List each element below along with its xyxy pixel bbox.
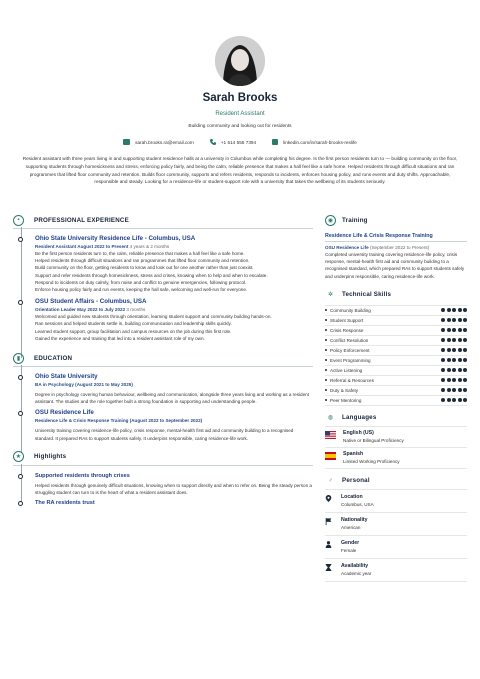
skill-row [325, 316, 467, 326]
languages-list [325, 426, 467, 469]
personal-row [325, 559, 467, 582]
skill-dot [452, 338, 456, 342]
skill-name: Policy Enforcement [330, 347, 370, 353]
skill-dot [447, 388, 451, 392]
star-icon: ★ [13, 451, 24, 462]
personal-label: Nationality [341, 516, 368, 523]
skill-dot [452, 348, 456, 352]
skill-dot [441, 318, 445, 322]
skill-dot [463, 358, 467, 362]
personal-value: Female [341, 547, 357, 553]
globe-icon: ◍ [327, 415, 334, 422]
training-org: OSU Residence Life [325, 245, 369, 250]
entry-line: Helped residents through difficult situations and ran programmes that lifted floor community and retention. [35, 258, 250, 264]
skills-title: Technical Skills [342, 291, 392, 299]
skill-row [325, 336, 467, 346]
experience-entry [13, 298, 313, 342]
skill-row [325, 396, 467, 406]
education-entry [13, 373, 313, 405]
experience-title: PROFESSIONAL EXPERIENCE [34, 216, 129, 224]
skill-dot [441, 308, 445, 312]
training-description: Completed university training covering residence-life policy, crisis response, mental-health first aid and community building to a recognised standard, which prepared RAs to support students safely and underpins responsible, caring residence-life work. [325, 252, 465, 279]
tagline: Building community and looking out for residents [188, 124, 292, 129]
skill-dot [452, 358, 456, 362]
right-column [325, 212, 467, 582]
personal-label: Availability [341, 562, 369, 569]
timeline-line [21, 409, 22, 453]
flag-icon [325, 518, 332, 525]
location-pin-icon [325, 495, 332, 502]
skill-level-dots [441, 378, 467, 382]
timeline-dot [18, 411, 23, 416]
job-title: Resident Assistant [215, 111, 265, 117]
entry-duration: 3 months [126, 307, 146, 313]
skill-dot [441, 378, 445, 382]
skill-dot [447, 338, 451, 342]
entry-degree: BA in Psychology (August 2021 to May 2025) [35, 382, 133, 388]
training-dates: (September 2022 to Present) [369, 245, 430, 250]
spain-flag-icon [325, 452, 336, 460]
language-name: English (US) [343, 429, 374, 436]
skill-dot [441, 348, 445, 352]
language-name: Spanish [343, 450, 364, 457]
entry-line: Degree in psychology covering human behaviour, wellbeing and communication, alongside three years living and working as a resident assistant. The studies and the role together built a strong foundation in supporting and understanding people. [35, 392, 309, 405]
entry-line: Build community on the floor, getting residents to know and look out for one another rather than just coexist. [35, 265, 254, 271]
person-icon [325, 541, 332, 548]
skill-dot [452, 308, 456, 312]
skill-dot [463, 318, 467, 322]
skill-dot [452, 398, 456, 402]
entry-organization: OSU Residence Life [35, 409, 94, 417]
timeline-dot [18, 300, 23, 305]
skill-dot [441, 388, 445, 392]
entry-organization: Ohio State University [35, 373, 98, 381]
linkedin-contact[interactable] [272, 139, 357, 145]
entry-line: Support and refer residents through homesickness, stress and crises, knowing when to help and when to escalate. [35, 272, 268, 278]
entry-degree: Residence Life & Crisis Response Training (August 2022 to September 2022) [35, 418, 203, 424]
skill-dot [452, 378, 456, 382]
email-text: sarah.brooks.ra@email.com [135, 139, 194, 145]
skill-level-dots [441, 308, 467, 312]
training-entry [325, 232, 467, 280]
contact-bar [0, 139, 480, 145]
personal-value: Academic year [341, 570, 372, 576]
entry-organization: OSU Student Affairs - Columbus, USA [35, 298, 147, 306]
highlight-title: The RA residents trust [35, 500, 95, 507]
education-title: EDUCATION [34, 354, 73, 362]
skill-row [325, 346, 467, 356]
skill-dot [458, 358, 462, 362]
skill-level-dots [441, 338, 467, 342]
highlight-title: Supported residents through crises [35, 472, 130, 479]
entry-line: Welcomed and guided new students through orientation, learning student support and community building hands-on. [35, 314, 272, 320]
personal-value: Columbus, USA [341, 501, 374, 507]
skill-level-dots [441, 368, 467, 372]
phone-icon [210, 139, 216, 145]
training-name: Residence Life & Crisis Response Training [325, 233, 433, 239]
skill-dot [447, 328, 451, 332]
personal-row [325, 513, 467, 536]
skill-name: Student Support [330, 317, 364, 323]
skill-row [325, 366, 467, 376]
experience-section-header [13, 212, 313, 229]
book-icon: ▮ [13, 353, 24, 364]
briefcase-icon: ▪ [13, 215, 24, 226]
skill-dot [447, 378, 451, 382]
skill-dot [441, 398, 445, 402]
linkedin-text: linkedin.com/in/sarah-brooks-reslife [283, 139, 357, 145]
skill-dot [463, 328, 467, 332]
skill-dot [458, 378, 462, 382]
skill-dot [458, 368, 462, 372]
skill-dot [447, 348, 451, 352]
profile-photo [215, 36, 265, 86]
experience-entry [13, 235, 313, 293]
skill-dot [463, 398, 467, 402]
timeline-dot [18, 474, 23, 479]
skill-dot [441, 338, 445, 342]
entry-role-dates [35, 243, 313, 250]
phone-text: +1 614 555 7394 [220, 139, 257, 145]
left-column [13, 212, 313, 507]
entry-line: Ran sessions and helped students settle in, building communication and leadership skills quickly. [35, 321, 232, 327]
profile-summary: Resident assistant with three years living in and supporting student residence halls at a university in Columbus while completing his degree. Is the first person residents turn to — building community on the floor, supporting students through homesickness and stress, enforcing policy fairly, and being the calm, reliable presence that makes a hall feel like a safe home. Helped residents through difficult situations and ran programmes that lifted floor community and retention. Builds floor community, supports and refers residents, responds to incidents, enforces housing policy, and runs events and duty shifts. Approachable, responsible and steady. Looking for a residence-life or student-support role with a university that takes the wellbeing of its students seriously. [22, 156, 458, 185]
personal-label: Gender [341, 539, 360, 546]
skill-name: Duty & Safety [330, 387, 359, 393]
skill-dot [452, 388, 456, 392]
skill-dot [463, 348, 467, 352]
languages-section-header [325, 410, 467, 426]
timeline-dot [18, 501, 23, 506]
entry-line: Be the first person residents turn to, the calm, reliable presence that makes a hall feel like a safe home. [35, 251, 245, 256]
entry-line: University training covering residence-life policy, crisis response, mental-health first aid and community building to a recognised standard. It prepared RAs to support students safely. It underpins responsible, caring residence-life work. [35, 428, 294, 441]
skill-dot [447, 358, 451, 362]
linkedin-icon [272, 139, 278, 145]
entry-line: Respond to incidents on duty calmly, from noise and conflict to genuine emergencies, following protocol. [35, 279, 247, 285]
entry-role-dates [35, 306, 313, 313]
us-flag-icon [325, 431, 336, 439]
training-section-header [325, 212, 467, 228]
highlights-section-header [13, 449, 313, 466]
skills-list [325, 305, 467, 406]
language-level: Native or Bilingual Proficiency [343, 437, 404, 443]
entry-organization: Ohio State University Residence Life - Columbus, USA [35, 235, 196, 242]
personal-list [325, 489, 467, 582]
skill-dot [452, 368, 456, 372]
skill-dot [463, 308, 467, 312]
timeline-line [21, 464, 22, 504]
personal-section-header [325, 473, 467, 489]
language-row [325, 427, 467, 448]
skill-dot [463, 388, 467, 392]
language-level: Limited Working Proficiency [343, 458, 400, 464]
skill-dot [452, 328, 456, 332]
skill-level-dots [441, 388, 467, 392]
entry-line: Learned student support, group facilitation and campus resources on the job during this first role. [35, 328, 232, 334]
entry-duration: 4 years & 2 months [129, 244, 170, 249]
highlight-entry [13, 472, 313, 496]
skill-level-dots [441, 358, 467, 362]
skill-dot [441, 358, 445, 362]
candidate-name: Sarah Brooks [202, 92, 278, 104]
hourglass-icon [325, 564, 332, 571]
skill-row [325, 306, 467, 316]
highlight-text: Helped residents through genuinely difficult situations, knowing when to support directly and when to refer on. Being the steady person a struggling student can turn to is the heart of what a resident assistant does. [35, 482, 312, 496]
skill-dot [458, 398, 462, 402]
timeline-dot [18, 237, 23, 242]
education-section-header [13, 350, 313, 367]
skill-name: Event Programming [330, 357, 371, 363]
skill-dot [458, 318, 462, 322]
personal-value: American [341, 524, 361, 530]
entry-role: Orientation Leader May 2022 to July 2022 [35, 307, 126, 313]
email-contact[interactable] [123, 139, 194, 145]
personal-label: Location [341, 493, 363, 500]
entry-line: Enforce housing policy fairly and run events, keeping the hall safe, welcoming and well-run for everyone. [35, 287, 248, 293]
skill-name: Community Building [330, 307, 371, 313]
skill-dot [447, 308, 451, 312]
skill-dot [463, 368, 467, 372]
skill-name: Peer Mentoring [330, 397, 362, 403]
skill-dot [458, 308, 462, 312]
skill-dot [458, 348, 462, 352]
phone-contact[interactable] [210, 139, 256, 145]
skill-dot [452, 318, 456, 322]
training-icon: ◉ [325, 215, 336, 226]
entry-line: Gained the experience and training that led into a resident assistant role of my own. [35, 335, 205, 341]
skill-dot [458, 388, 462, 392]
skills-section-header [325, 287, 467, 303]
skill-dot [458, 338, 462, 342]
gear-icon: ✲ [327, 292, 334, 299]
skill-row [325, 386, 467, 396]
gender-icon: ♂ [328, 477, 333, 484]
skill-name: Referral & Resources [330, 377, 374, 383]
skill-dot [463, 378, 467, 382]
education-entry [13, 409, 313, 441]
skill-dot [441, 328, 445, 332]
skill-level-dots [441, 328, 467, 332]
training-org-dates [325, 244, 467, 251]
skill-dot [441, 368, 445, 372]
skill-level-dots [441, 348, 467, 352]
skill-row [325, 356, 467, 366]
skill-dot [447, 318, 451, 322]
skill-dot [463, 338, 467, 342]
personal-title: Personal [342, 477, 370, 485]
entry-role: Resident Assistant August 2022 to Present [35, 244, 129, 249]
skill-dot [447, 368, 451, 372]
skill-row [325, 376, 467, 386]
skill-name: Active Listening [330, 367, 363, 373]
email-icon [123, 139, 130, 145]
personal-row [325, 536, 467, 559]
skill-dot [447, 398, 451, 402]
training-title: Training [342, 216, 368, 224]
skill-level-dots [441, 398, 467, 402]
skill-row [325, 326, 467, 336]
skill-dot [458, 328, 462, 332]
skill-level-dots [441, 318, 467, 322]
languages-title: Languages [342, 414, 377, 422]
skill-name: Crisis Response [330, 327, 364, 333]
highlight-entry [13, 499, 313, 507]
highlights-title: Highlights [34, 453, 67, 461]
personal-row [325, 490, 467, 513]
timeline-dot [18, 375, 23, 380]
skill-name: Conflict Resolution [330, 337, 369, 343]
language-row [325, 448, 467, 469]
